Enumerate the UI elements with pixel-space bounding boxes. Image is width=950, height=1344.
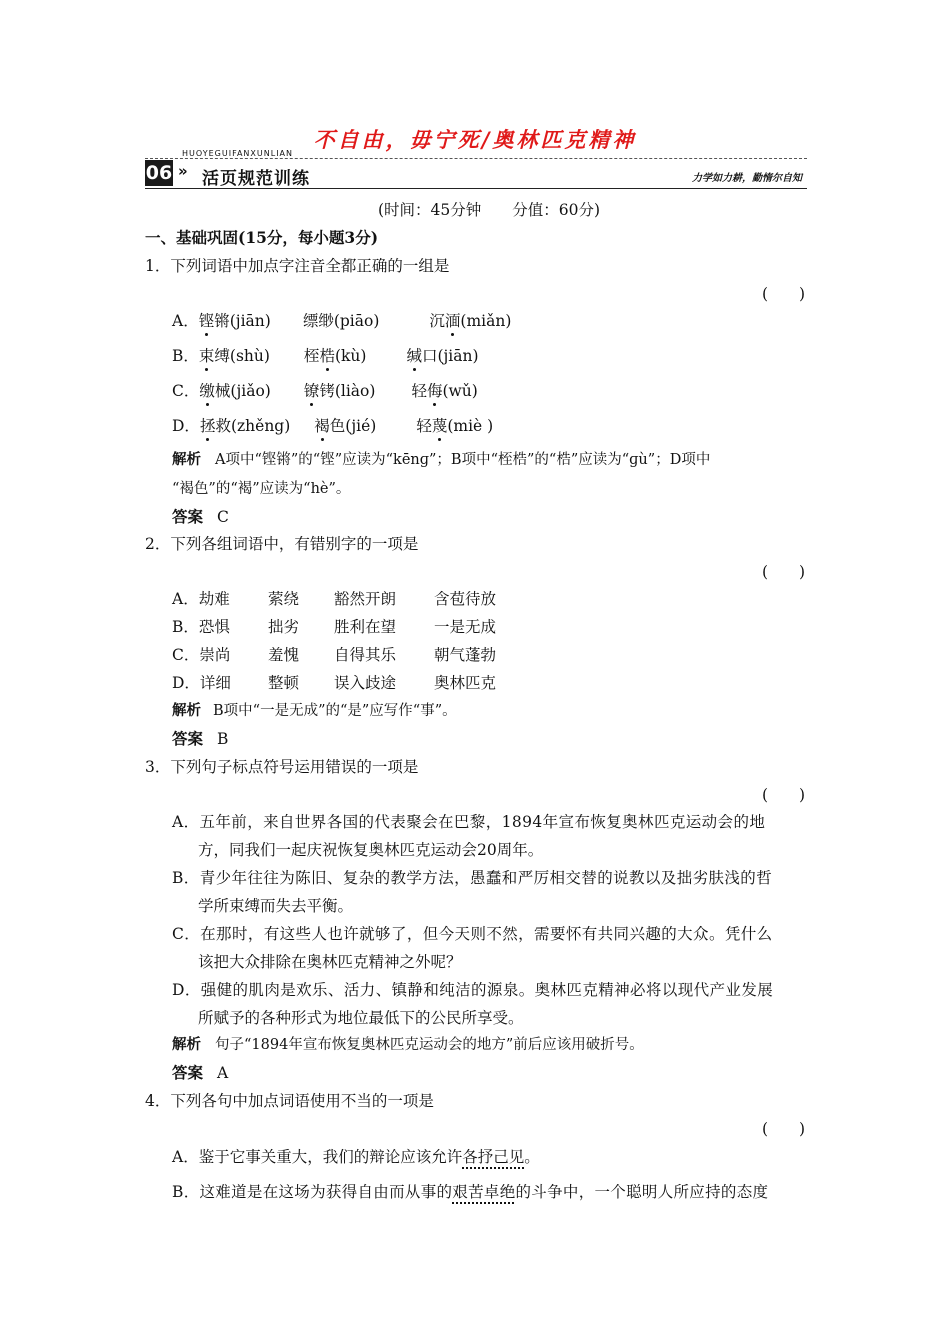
dotted-phrase: 艰苦卓绝 — [452, 1183, 516, 1201]
answer-paren: ( ) — [762, 1120, 806, 1138]
header-pinyin: HUOYEGUIFANXUNLIAN — [182, 149, 294, 158]
answer-paren: ( ) — [762, 563, 806, 581]
q3-option-d-line-2: 所赋予的各种形式为地位最低下的公民所享受。 — [198, 1009, 524, 1027]
q1-analysis-line-2: “褐色”的“褐”应读为“hè”。 — [172, 481, 351, 497]
q3-option-d-line-1: D．强健的肌肉是欢乐、活力、镇静和纯洁的源泉。奥林匹克精神必将以现代产业发展 — [172, 981, 774, 999]
question-1-stem: 1．下列词语中加点字注音全都正确的一组是 — [145, 257, 450, 275]
section-number-badge: 06 — [145, 162, 173, 184]
question-3-stem: 3．下列句子标点符号运用错误的一项是 — [145, 758, 419, 776]
q3-option-b-line-1: B．青少年往往为陈旧、复杂的教学方法，愚蠢和严厉相交替的说教以及拙劣肤浅的哲 — [172, 869, 773, 887]
q3-option-c-line-1: C．在那时，有这些人也许就够了，但今天则不然，需要怀有共同兴趣的大众。凭什么 — [172, 925, 773, 943]
q2-option-a: A．劫难 萦绕 豁然开朗 含苞待放 — [172, 590, 497, 608]
dotted-phrase: 各抒己见 — [462, 1148, 525, 1166]
q3-answer: 答案 A — [172, 1063, 229, 1082]
section-heading: 一、基础巩固(15分，每小题3分) — [145, 228, 379, 247]
answer-paren: ( ) — [762, 786, 806, 804]
q2-answer: 答案 B — [172, 729, 229, 748]
header-motto: 力学如力耕，勤惰尔自知 — [692, 173, 802, 184]
q1-option-a: A．铿锵(jiān) 缥缈(piāo) 沉湎(miǎn) — [172, 312, 512, 330]
q2-option-c: C．崇尚 羞愧 自得其乐 朝气蓬勃 — [172, 646, 497, 664]
q1-option-c: C．缴械(jiǎo) 镣铐(liào) 轻侮(wǔ) — [172, 382, 478, 400]
q3-option-a-line-1: A．五年前，来自世界各国的代表聚会在巴黎，1894年宣布恢复奥林匹克运动会的地 — [172, 813, 766, 831]
answer-paren: ( ) — [762, 285, 806, 303]
header-underline — [145, 188, 807, 189]
q1-option-b: B．束缚(shù) 桎梏(kù) 缄口(jiān) — [172, 347, 479, 365]
q3-analysis: 解析 句子“1894年宣布恢复奥林匹克运动会的地方”前后应该用破折号。 — [172, 1036, 644, 1053]
header-label: 活页规范训练 — [202, 169, 310, 189]
q4-option-b: B．这难道是在这场为获得自由而从事的艰苦卓绝的斗争中，一个聪明人所应持的态度 — [172, 1183, 769, 1201]
q1-analysis-line-1: 解析 A项中“铿锵”的“铿”应读为“kēnɡ”；B项中“桎梏”的“梏”应读为“ɡù”；D项中 — [172, 451, 711, 468]
q2-option-b: B．恐惧 拙劣 胜利在望 一是无成 — [172, 618, 497, 636]
q2-analysis: 解析 B项中“一是无成”的“是”应写作“事”。 — [172, 702, 457, 719]
q4-option-a: A．鉴于它事关重大，我们的辩论应该允许各抒己见。 — [172, 1148, 540, 1166]
q3-option-a-line-2: 方，同我们一起庆祝恢复奥林匹克运动会20周年。 — [198, 841, 544, 859]
q1-answer: 答案 C — [172, 507, 229, 526]
q2-option-d: D．详细 整顿 误入歧途 奥林匹克 — [172, 674, 497, 692]
header-rule — [145, 158, 807, 159]
double-chevron-icon: » — [178, 162, 188, 180]
question-4-stem: 4．下列各句中加点词语使用不当的一项是 — [145, 1092, 434, 1110]
page-title: 不自由，毋宁死/奥林匹克精神 — [313, 127, 637, 152]
time-score-meta: (时间：45分钟 分值：60分) — [378, 201, 601, 219]
question-2-stem: 2．下列各组词语中，有错别字的一项是 — [145, 535, 419, 553]
q1-option-d: D．拯救(zhěng) 褐色(jié) 轻蔑(miè ) — [172, 417, 494, 435]
q3-option-c-line-2: 该把大众排除在奥林匹克精神之外呢？ — [198, 953, 462, 971]
q3-option-b-line-2: 学所束缚而失去平衡。 — [198, 897, 354, 915]
